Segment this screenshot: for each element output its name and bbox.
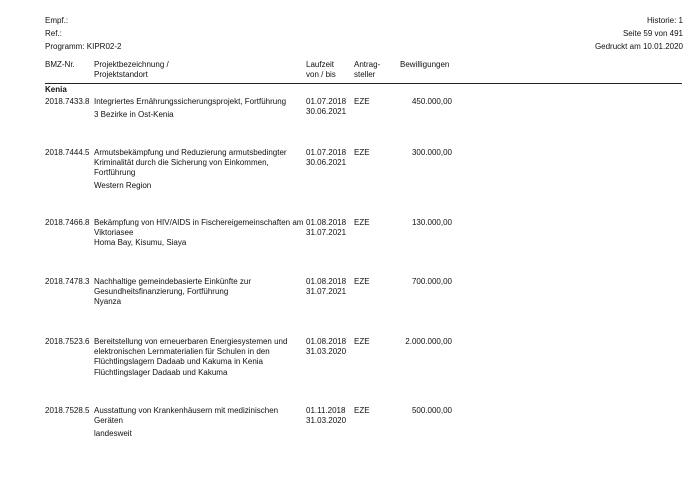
- bmz-number: 2018.7523.6: [45, 337, 90, 346]
- start-date: 01.08.2018: [306, 218, 347, 227]
- project-location: Flüchtlingslager Dadaab und Kakuma: [94, 368, 228, 377]
- start-date: 01.08.2018: [306, 337, 347, 346]
- bmz-number: 2018.7433.8: [45, 97, 90, 106]
- end-date: 31.07.2021: [306, 287, 347, 296]
- approved-amount: 2.000.000,00: [405, 337, 452, 346]
- start-date: 01.11.2018: [306, 406, 346, 415]
- project-title: Ausstattung von Krankenhäusern mit medizinischen Geräten: [94, 406, 279, 425]
- project-location: landesweit: [94, 429, 132, 438]
- start-date: 01.07.2018: [306, 97, 347, 106]
- project-location: Homa Bay, Kisumu, Siaya: [94, 238, 187, 247]
- end-date: 31.07.2021: [306, 228, 347, 237]
- bmz-number: 2018.7528.5: [45, 406, 90, 415]
- column-header-project: [94, 60, 169, 80]
- applicant: EZE: [354, 97, 370, 106]
- print-date: Gedruckt am 10.01.2020: [594, 42, 683, 51]
- page-number: Seite 59 von 491: [622, 29, 683, 38]
- column-header-approvals: Bewilligungen: [400, 60, 450, 69]
- column-header-duration-line1: Laufzeit: [306, 60, 335, 69]
- approved-amount: 700.000,00: [411, 277, 452, 286]
- program-label: Programm: KIPR02-2: [45, 42, 122, 51]
- approved-amount: 130.000,00: [411, 218, 452, 227]
- end-date: 31.03.2020: [306, 347, 347, 356]
- applicant: EZE: [354, 148, 370, 157]
- column-header-project-line2: Projektstandort: [94, 70, 148, 79]
- project-title: Bekämpfung von HIV/AIDS in Fischereigemeinschaften am Viktoriasee: [94, 218, 304, 237]
- end-date: 31.03.2020: [306, 416, 347, 425]
- bmz-number: 2018.7444.5: [45, 148, 90, 157]
- start-date: 01.07.2018: [306, 148, 347, 157]
- approved-amount: 300.000,00: [411, 148, 452, 157]
- column-header-duration-line2: von / bis: [306, 70, 336, 79]
- project-title: Bereitstellung von erneuerbaren Energiesystemen und elektronischen Lernmaterialien für Schulen in den Flüchtlingslagern Dadaab und Kakuma in Kenia: [94, 337, 288, 366]
- bmz-number: 2018.7478.3: [45, 277, 90, 286]
- applicant: EZE: [354, 337, 370, 346]
- column-header-duration: [306, 60, 336, 80]
- applicant: EZE: [354, 218, 370, 227]
- project-location: 3 Bezirke in Ost-Kenia: [94, 110, 174, 119]
- column-header-applicant-line1: Antrag-: [354, 60, 381, 69]
- start-date: 01.08.2018: [306, 277, 347, 286]
- applicant: EZE: [354, 406, 370, 415]
- approved-amount: 450.000,00: [411, 97, 452, 106]
- reference-label: Ref.:: [45, 29, 62, 38]
- project-location: Western Region: [94, 181, 152, 190]
- column-header-bmz: BMZ-Nr.: [45, 60, 75, 69]
- project-location: Nyanza: [94, 297, 122, 306]
- project-title: Integriertes Ernährungssicherungsprojekt, Fortführung: [94, 97, 287, 106]
- header-divider: [45, 83, 682, 84]
- history-label: Historie: 1: [646, 16, 683, 25]
- approved-amount: 500.000,00: [411, 406, 452, 415]
- project-title: Nachhaltige gemeindebasierte Einkünfte zur Gesundheitsfinanzierung, Fortführung: [94, 277, 251, 296]
- country-heading: Kenia: [45, 85, 67, 94]
- applicant: EZE: [354, 277, 370, 286]
- column-header-project-line1: Projektbezeichnung /: [94, 60, 169, 69]
- end-date: 30.06.2021: [306, 158, 347, 167]
- column-header-applicant: [354, 60, 380, 80]
- project-title: Armutsbekämpfung und Reduzierung armutsbedingter Kriminalität durch die Sicherung von Einkommen, Fortführung: [94, 148, 287, 177]
- column-header-applicant-line2: steller: [354, 70, 376, 79]
- bmz-number: 2018.7466.8: [45, 218, 90, 227]
- recipient-label: Empf.:: [45, 16, 69, 25]
- end-date: 30.06.2021: [306, 107, 347, 116]
